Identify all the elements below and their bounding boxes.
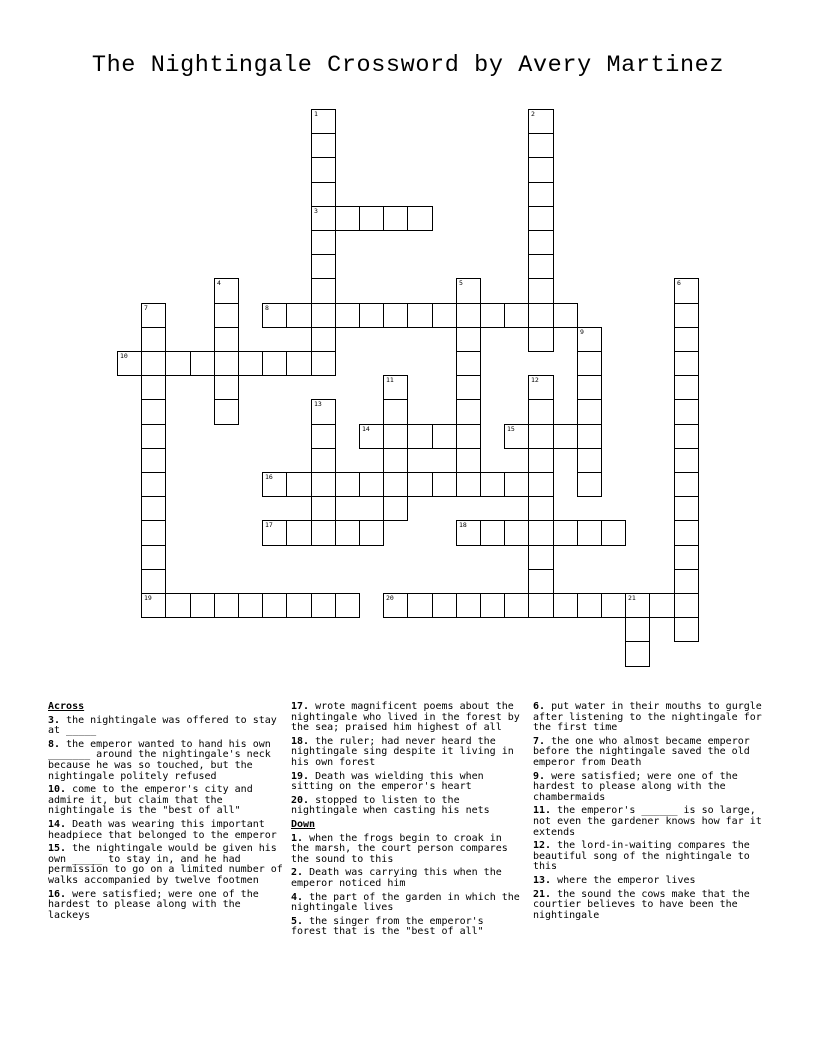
clue-down-21 xyxy=(533,890,769,922)
grid-cell-number: 16 xyxy=(265,473,273,481)
grid-cell[interactable] xyxy=(456,327,481,352)
grid-cell[interactable] xyxy=(141,472,166,497)
grid-cell[interactable] xyxy=(383,303,408,328)
clue-number: 14. xyxy=(48,818,67,830)
grid-cell[interactable] xyxy=(311,351,336,376)
grid-cell[interactable] xyxy=(528,303,554,328)
grid-cell[interactable] xyxy=(480,303,505,328)
grid-cell-number: 11 xyxy=(386,376,394,384)
grid-cell[interactable] xyxy=(141,327,166,352)
grid-cell-number: 14 xyxy=(362,425,370,433)
grid-cell[interactable] xyxy=(165,593,191,618)
clue-across-3 xyxy=(48,716,284,737)
clue-down-1 xyxy=(291,834,525,866)
grid-cell[interactable] xyxy=(311,472,336,497)
grid-cell[interactable] xyxy=(456,593,481,618)
grid-cell[interactable] xyxy=(456,351,481,376)
clue-text: the nightingale would be given his own _____ to stay in, and he had permission to go on a limited number of walks accompanied by twelve footmen xyxy=(48,843,283,886)
clue-down-5 xyxy=(291,917,525,938)
grid-cell[interactable] xyxy=(286,520,312,546)
grid-cell[interactable] xyxy=(553,424,578,449)
grid-cell[interactable] xyxy=(456,448,481,473)
grid-cell[interactable] xyxy=(432,593,457,618)
grid-cell[interactable] xyxy=(528,496,554,521)
grid-cell[interactable] xyxy=(262,351,287,376)
grid-cell[interactable] xyxy=(311,157,336,183)
clue-text: the emperor wanted to hand his own _______ around the nightingale's neck because he was so touched, but the nightingale politely refused xyxy=(48,738,271,782)
grid-cell-number: 13 xyxy=(314,400,322,408)
grid-cell[interactable] xyxy=(649,593,675,618)
clue-text: Death was carrying this when the emperor noticed him xyxy=(291,867,502,889)
grid-cell[interactable] xyxy=(504,472,529,497)
grid-cell[interactable] xyxy=(674,303,699,328)
clue-text: the sound the cows make that the courtier believes to have been the nightingale xyxy=(533,888,750,921)
grid-cell[interactable] xyxy=(577,424,602,449)
grid-cell[interactable] xyxy=(190,593,215,618)
grid-cell-number: 7 xyxy=(144,304,148,312)
grid-cell[interactable] xyxy=(311,182,336,207)
grid-cell[interactable] xyxy=(674,545,699,570)
clue-text: the part of the garden in which the nightingale lives xyxy=(291,891,520,914)
grid-cell[interactable] xyxy=(577,327,602,352)
grid-cell[interactable] xyxy=(674,520,699,546)
grid-cell[interactable] xyxy=(214,351,239,376)
grid-cell[interactable] xyxy=(625,641,650,667)
grid-cell[interactable] xyxy=(335,593,360,618)
grid-cell[interactable] xyxy=(553,520,578,546)
grid-cell[interactable] xyxy=(674,496,699,521)
grid-cell[interactable] xyxy=(262,520,287,546)
grid-cell[interactable] xyxy=(528,593,554,618)
clue-text: the nightingale was offered to stay at _____ xyxy=(48,714,277,737)
clue-column-3 xyxy=(533,702,769,924)
grid-cell[interactable] xyxy=(311,327,336,352)
clue-across-18 xyxy=(291,737,525,769)
grid-cell[interactable] xyxy=(286,472,312,497)
clue-across-20 xyxy=(291,796,525,817)
grid-cell[interactable] xyxy=(141,375,166,400)
grid-cell[interactable] xyxy=(674,448,699,473)
grid-cell[interactable] xyxy=(383,399,408,425)
grid-cell[interactable] xyxy=(383,206,408,231)
grid-cell[interactable] xyxy=(456,424,481,449)
clue-text: the singer from the emperor's forest that is the "best of all" xyxy=(291,915,484,938)
page-title: The Nightingale Crossword by Avery Martinez xyxy=(91,52,725,79)
grid-cell[interactable] xyxy=(165,351,191,376)
grid-cell-number: 21 xyxy=(628,594,636,602)
grid-cell[interactable] xyxy=(407,424,433,449)
grid-cell[interactable] xyxy=(359,206,384,231)
grid-cell[interactable] xyxy=(238,593,263,618)
grid-cell[interactable] xyxy=(214,375,239,400)
grid-cell[interactable] xyxy=(528,327,554,352)
grid-cell[interactable] xyxy=(577,593,602,618)
clue-text: were satisfied; were one of the hardest to please along with the lackeys xyxy=(48,888,259,921)
grid-cell[interactable] xyxy=(528,182,554,207)
grid-cell[interactable] xyxy=(141,545,166,570)
grid-cell[interactable] xyxy=(528,375,554,400)
grid-cell[interactable] xyxy=(674,399,699,425)
grid-cell[interactable] xyxy=(407,303,433,328)
clue-number: 6. xyxy=(533,701,546,712)
grid-cell[interactable] xyxy=(528,545,554,570)
grid-cell[interactable] xyxy=(141,520,166,546)
grid-cell[interactable] xyxy=(335,206,360,231)
grid-cell[interactable] xyxy=(262,303,287,328)
grid-cell[interactable] xyxy=(190,351,215,376)
grid-cell[interactable] xyxy=(456,303,481,328)
clue-text: when the frogs begin to croak in the marsh, the court person compares the sound to this xyxy=(291,832,508,865)
clue-number: 21. xyxy=(533,888,552,900)
clue-across-14 xyxy=(48,820,284,841)
grid-cell[interactable] xyxy=(528,472,554,497)
grid-cell[interactable] xyxy=(528,448,554,473)
clue-column-2 xyxy=(291,702,525,941)
grid-cell[interactable] xyxy=(577,351,602,376)
clue-number: 1. xyxy=(291,832,304,844)
grid-cell[interactable] xyxy=(214,278,239,304)
across-heading: Across xyxy=(48,701,85,712)
grid-cell[interactable] xyxy=(528,399,554,425)
grid-cell[interactable] xyxy=(214,593,239,618)
down-heading: Down xyxy=(291,818,316,830)
grid-cell-number: 10 xyxy=(120,352,128,360)
grid-cell[interactable] xyxy=(407,472,433,497)
clue-across-19 xyxy=(291,772,525,793)
grid-cell[interactable] xyxy=(286,303,312,328)
grid-cell[interactable] xyxy=(601,593,626,618)
grid-cell[interactable] xyxy=(528,206,554,231)
grid-cell[interactable] xyxy=(359,472,384,497)
grid-cell[interactable] xyxy=(577,520,602,546)
grid-cell[interactable] xyxy=(504,303,529,328)
grid-cell[interactable] xyxy=(262,472,287,497)
grid-cell[interactable] xyxy=(456,399,481,425)
grid-cell[interactable] xyxy=(311,496,336,521)
clue-text: Death was wielding this when sitting on the emperor's heart xyxy=(291,770,484,793)
grid-cell-number: 17 xyxy=(265,521,273,529)
grid-cell[interactable] xyxy=(335,520,360,546)
grid-cell[interactable] xyxy=(553,303,578,328)
grid-cell[interactable] xyxy=(674,472,699,497)
grid-cell[interactable] xyxy=(335,472,360,497)
grid-cell[interactable] xyxy=(456,375,481,400)
grid-cell[interactable] xyxy=(311,303,336,328)
grid-cell-number: 6 xyxy=(677,279,681,287)
grid-cell-number: 18 xyxy=(459,521,467,529)
grid-cell[interactable] xyxy=(141,569,166,594)
grid-cell[interactable] xyxy=(383,448,408,473)
grid-cell[interactable] xyxy=(311,424,336,449)
clue-across-16 xyxy=(48,890,284,922)
grid-cell[interactable] xyxy=(311,230,336,255)
clue-number: 16. xyxy=(48,888,67,900)
clue-number: 17. xyxy=(291,701,310,712)
clue-number: 5. xyxy=(291,915,304,927)
clue-down-13 xyxy=(533,876,769,887)
clue-down-11 xyxy=(533,806,769,838)
grid-cell[interactable] xyxy=(528,133,554,158)
grid-cell[interactable] xyxy=(383,424,408,449)
grid-cell[interactable] xyxy=(407,593,433,618)
grid-cell[interactable] xyxy=(674,569,699,594)
grid-cell[interactable] xyxy=(359,303,384,328)
grid-cell[interactable] xyxy=(214,327,239,352)
clue-text: stopped to listen to the nightingale when casting his nets xyxy=(291,794,490,817)
grid-cell[interactable] xyxy=(286,593,312,618)
grid-cell[interactable] xyxy=(674,617,699,642)
grid-cell[interactable] xyxy=(311,448,336,473)
grid-cell-number: 15 xyxy=(507,425,515,433)
clue-number: 4. xyxy=(291,891,304,903)
clue-number: 12. xyxy=(533,840,552,852)
clue-number: 15. xyxy=(48,843,67,855)
grid-cell[interactable] xyxy=(480,472,505,497)
grid-cell[interactable] xyxy=(528,520,554,546)
grid-cell[interactable] xyxy=(383,472,408,497)
grid-cell[interactable] xyxy=(528,569,554,594)
grid-cell[interactable] xyxy=(359,520,384,546)
clue-text: come to the emperor's city and admire it, but claim that the nightingale is the "best of all" xyxy=(48,784,253,817)
grid-cell[interactable] xyxy=(625,593,650,618)
grid-cell[interactable] xyxy=(311,254,336,279)
grid-cell[interactable] xyxy=(141,424,166,449)
grid-cell[interactable] xyxy=(528,424,554,449)
grid-cell[interactable] xyxy=(141,399,166,425)
clue-column-1 xyxy=(48,702,284,924)
clue-number: 8. xyxy=(48,738,61,750)
clue-number: 18. xyxy=(291,735,310,747)
clue-number: 10. xyxy=(48,784,67,796)
clue-across-17 xyxy=(291,702,525,734)
clue-down-4 xyxy=(291,893,525,914)
clue-number: 19. xyxy=(291,770,310,782)
clue-text: were satisfied; were one of the hardest to please along with the chambermaids xyxy=(533,770,738,803)
grid-cell[interactable] xyxy=(577,399,602,425)
clue-text: the ruler; had never heard the nightingale sing despite it living in his own forest xyxy=(291,735,514,768)
clue-number: 9. xyxy=(533,770,546,782)
grid-cell[interactable] xyxy=(456,520,481,546)
grid-cell-number: 20 xyxy=(386,594,394,602)
grid-cell[interactable] xyxy=(407,206,433,231)
grid-cell[interactable] xyxy=(577,375,602,400)
clue-down-7 xyxy=(533,737,769,769)
clue-text: where the emperor lives xyxy=(557,874,696,886)
grid-cell[interactable] xyxy=(311,206,336,231)
grid-cell[interactable] xyxy=(141,448,166,473)
grid-cell[interactable] xyxy=(480,520,505,546)
grid-cell[interactable] xyxy=(141,351,166,376)
grid-cell[interactable] xyxy=(238,351,263,376)
grid-cell[interactable] xyxy=(456,278,481,304)
grid-cell-number: 1 xyxy=(314,110,318,118)
grid-cell[interactable] xyxy=(141,593,166,618)
grid-cell[interactable] xyxy=(214,303,239,328)
grid-cell[interactable] xyxy=(311,520,336,546)
grid-cell[interactable] xyxy=(504,424,529,449)
grid-cell[interactable] xyxy=(528,254,554,279)
clue-across-10 xyxy=(48,785,284,817)
grid-cell[interactable] xyxy=(504,593,529,618)
grid-cell-number: 3 xyxy=(314,207,318,215)
grid-cell[interactable] xyxy=(674,278,699,304)
grid-cell[interactable] xyxy=(528,230,554,255)
grid-cell[interactable] xyxy=(311,133,336,158)
grid-cell-number: 2 xyxy=(531,110,535,118)
grid-cell[interactable] xyxy=(432,303,457,328)
grid-cell-number: 9 xyxy=(580,328,584,336)
clue-number: 11. xyxy=(533,805,552,817)
grid-cell-number: 4 xyxy=(217,279,221,287)
grid-cell[interactable] xyxy=(674,593,699,618)
clue-number: 13. xyxy=(533,874,552,886)
clue-down-6 xyxy=(533,702,769,734)
clue-across-8 xyxy=(48,740,284,782)
grid-cell[interactable] xyxy=(625,617,650,642)
grid-cell-number: 5 xyxy=(459,279,463,287)
grid-cell[interactable] xyxy=(528,278,554,304)
grid-cell[interactable] xyxy=(577,448,602,473)
grid-cell[interactable] xyxy=(456,472,481,497)
clue-down-12 xyxy=(533,841,769,873)
grid-cell[interactable] xyxy=(528,157,554,183)
grid-cell[interactable] xyxy=(286,351,312,376)
clue-text: the lord-in-waiting compares the beautiful song of the nightingale to this xyxy=(533,840,750,873)
grid-cell[interactable] xyxy=(553,593,578,618)
grid-cell[interactable] xyxy=(335,303,360,328)
grid-cell[interactable] xyxy=(383,496,408,521)
clue-number: 2. xyxy=(291,867,304,879)
grid-cell-number: 12 xyxy=(531,376,539,384)
grid-cell[interactable] xyxy=(383,375,408,400)
grid-cell[interactable] xyxy=(577,472,602,497)
grid-cell[interactable] xyxy=(214,399,239,425)
grid-cell-number: 8 xyxy=(265,304,269,312)
clue-text: Death was wearing this important headpiece that belonged to the emperor xyxy=(48,818,277,841)
grid-cell[interactable] xyxy=(311,109,336,134)
grid-cell[interactable] xyxy=(528,109,554,134)
grid-cell[interactable] xyxy=(311,278,336,304)
grid-cell[interactable] xyxy=(504,520,529,546)
clue-down-9 xyxy=(533,772,769,804)
clue-number: 3. xyxy=(48,714,61,726)
grid-cell[interactable] xyxy=(674,424,699,449)
grid-cell[interactable] xyxy=(601,520,626,546)
grid-cell[interactable] xyxy=(674,375,699,400)
clue-text: wrote magnificent poems about the nightingale who lived in the forest by the sea; praised him highest of all xyxy=(291,701,520,734)
grid-cell-number: 19 xyxy=(144,594,152,602)
grid-cell[interactable] xyxy=(141,303,166,328)
grid-cell[interactable] xyxy=(383,593,408,618)
clue-text: the one who almost became emperor before the nightingale saved the old emperor from Death xyxy=(533,735,750,768)
grid-cell[interactable] xyxy=(117,351,142,376)
grid-cell[interactable] xyxy=(262,593,287,618)
clue-text: the emperor's ______ is so large, not even the gardener knows how far it extends xyxy=(533,805,762,838)
grid-cell[interactable] xyxy=(674,327,699,352)
grid-cell[interactable] xyxy=(480,593,505,618)
grid-cell[interactable] xyxy=(141,496,166,521)
grid-cell[interactable] xyxy=(311,593,336,618)
grid-cell[interactable] xyxy=(674,351,699,376)
clue-number: 7. xyxy=(533,735,546,747)
grid-cell[interactable] xyxy=(311,399,336,425)
clue-across-15 xyxy=(48,844,284,886)
clue-down-2 xyxy=(291,868,525,889)
grid-cell[interactable] xyxy=(432,424,457,449)
clue-text: put water in their mouths to gurgle after listening to the nightingale for the first time xyxy=(533,701,762,734)
grid-cell[interactable] xyxy=(432,472,457,497)
clue-number: 20. xyxy=(291,794,310,806)
grid-cell[interactable] xyxy=(359,424,384,449)
